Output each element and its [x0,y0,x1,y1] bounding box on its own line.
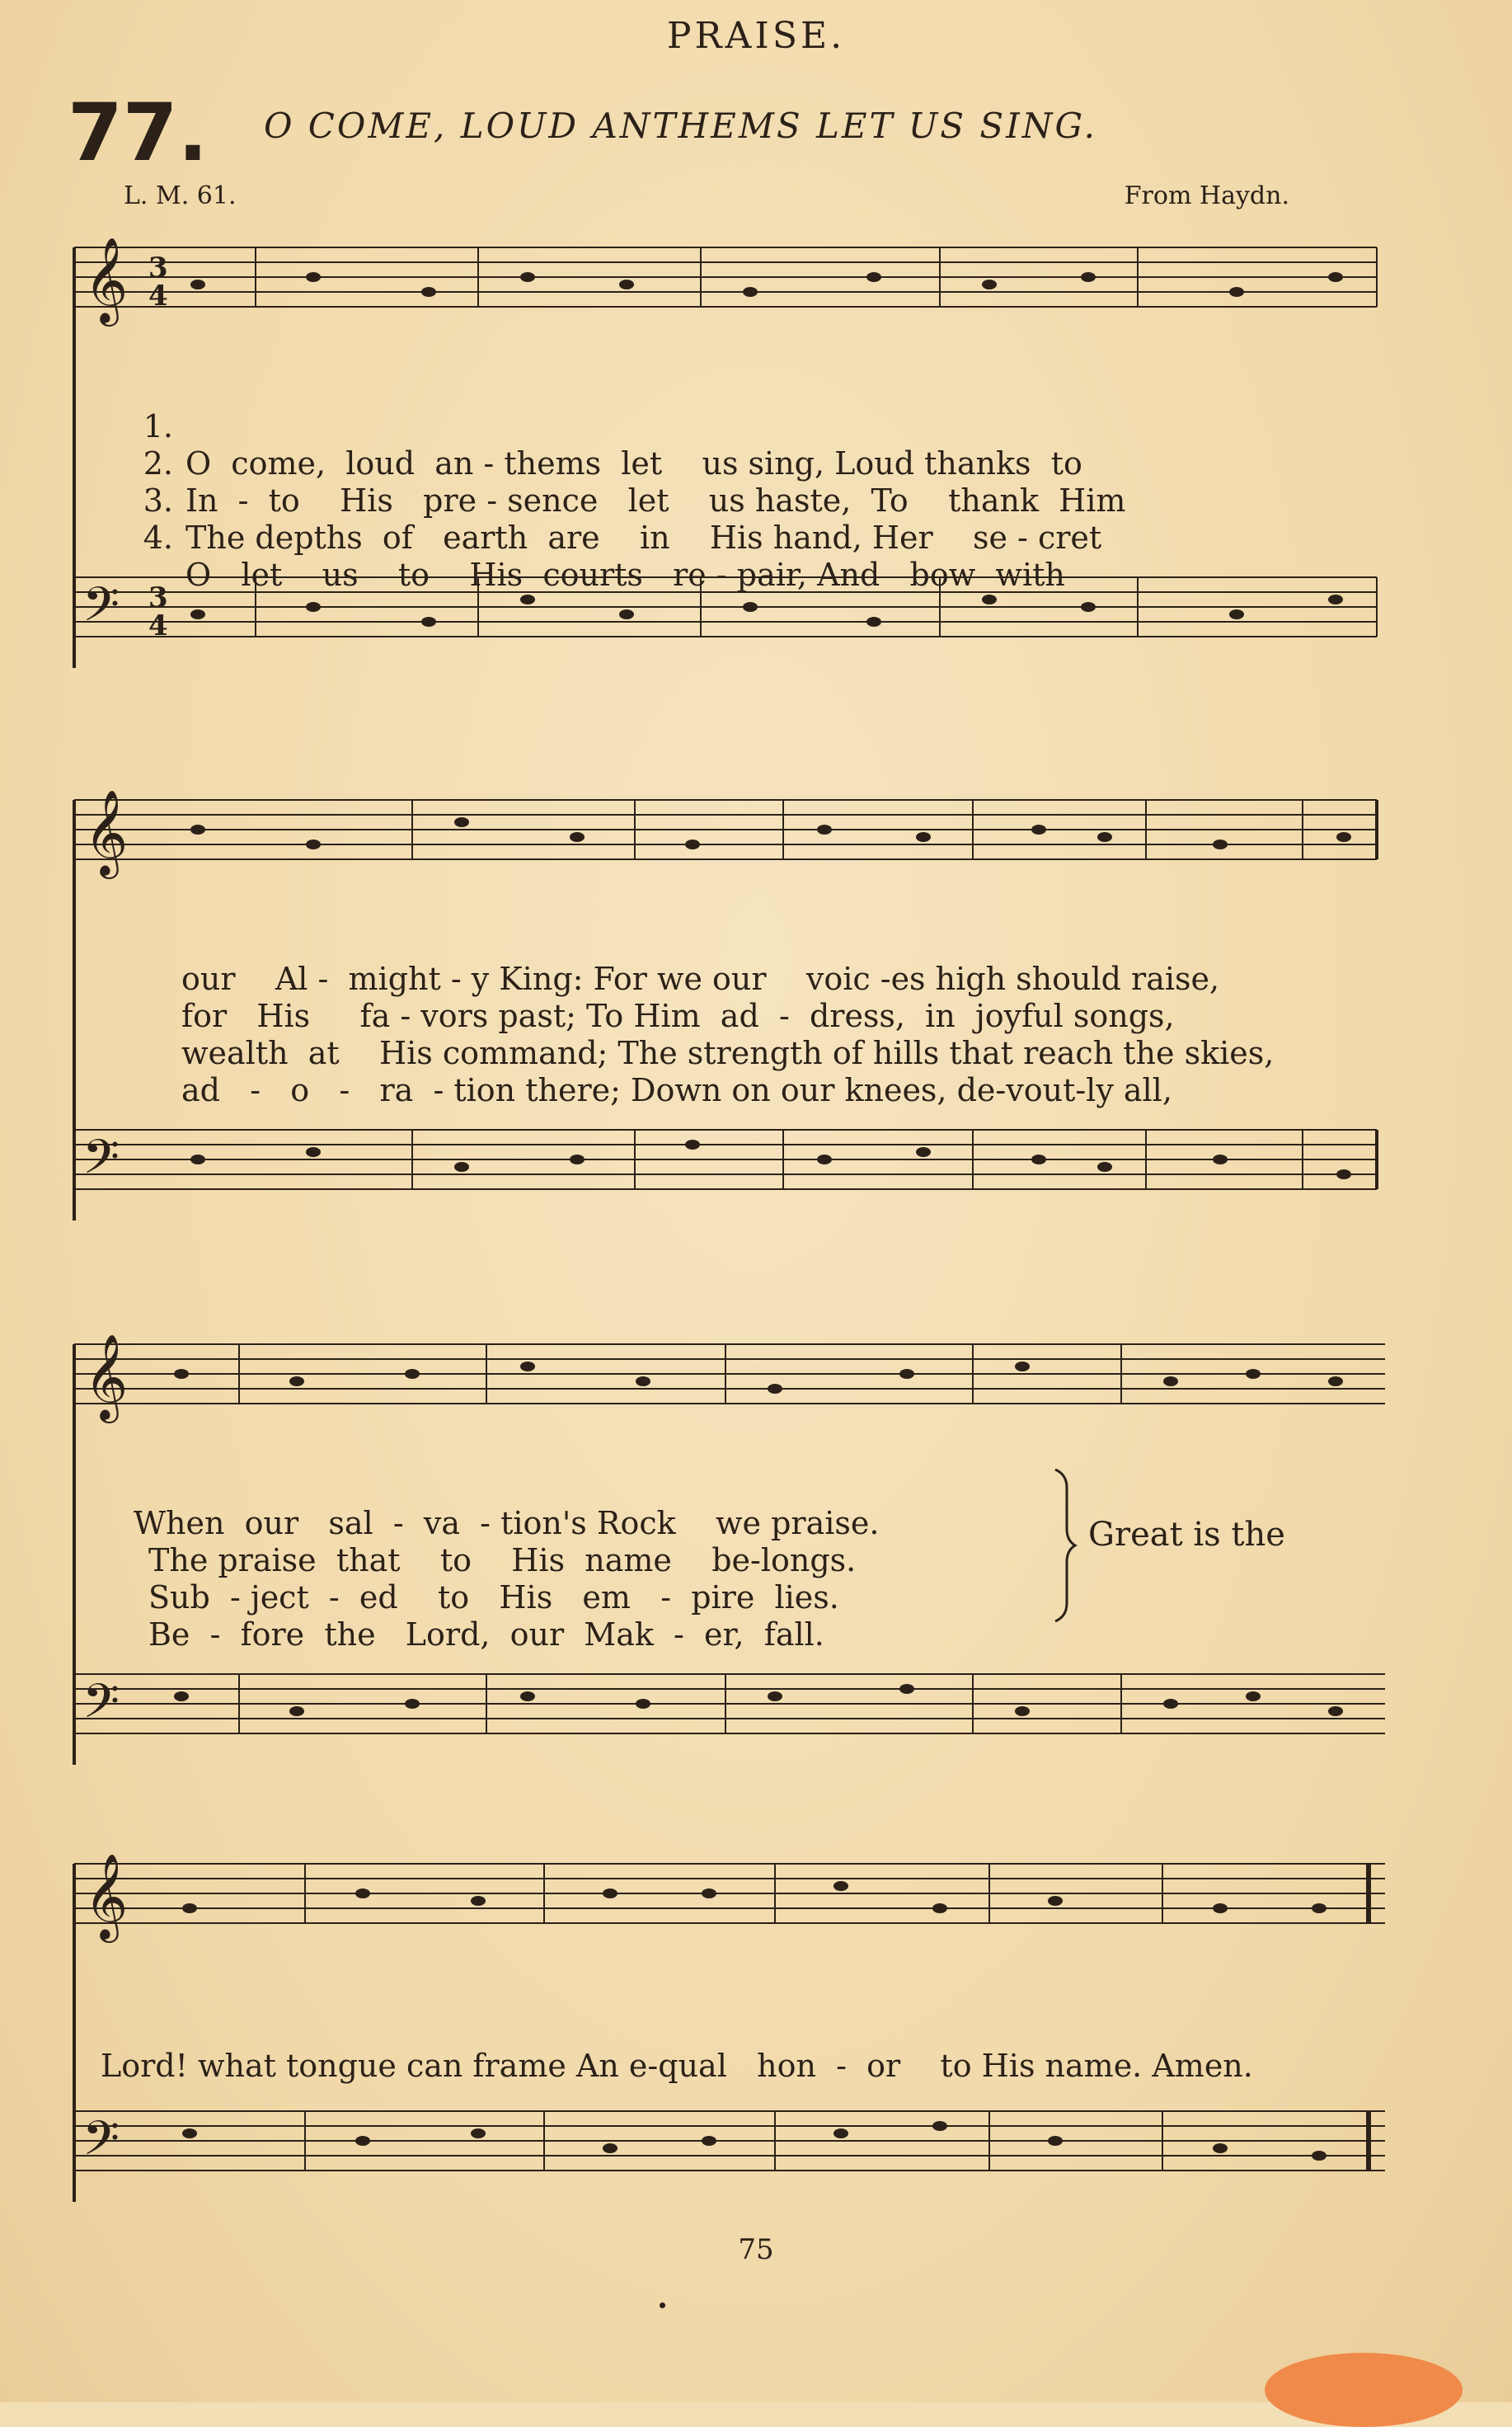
lyric-text: In - to His pre - sence let us haste, To thank Him [185,482,1126,519]
verse-line [66,1505,1039,1578]
lyric-text: O let us to His courts re - pair, And bow with [185,557,1065,593]
svg-text:4: 4 [148,609,168,642]
hymn-number: 77. [68,87,209,179]
verse-line [66,961,1385,1034]
music-system-3 [66,1319,1385,1781]
svg-text:3: 3 [148,252,168,285]
verse-line [66,1542,1039,1616]
verse-number: 3. [143,482,173,519]
music-system-2 [66,775,1385,1237]
svg-text:𝄢: 𝄢 [82,1673,120,1741]
lyric-text: Sub - ject - ed to His em - pire lies. [148,1579,839,1616]
svg-text:4: 4 [148,280,168,313]
svg-text:𝄞: 𝄞 [84,237,129,323]
page-number: 75 [738,2233,774,2266]
lyric-text: When our sal - va - tion's Rock we praise. [134,1505,880,1541]
meter-label: L. M. 61. [124,181,237,210]
verse-line [66,1468,1039,1541]
music-system-4 [66,1839,1385,2218]
verse-line [66,2011,1385,2084]
ink-speck [660,2302,665,2308]
lyric-text: ad - o - ra - tion there; Down on our knees, de-vout-ly all, [181,1072,1172,1108]
verse-line [66,924,1385,997]
verse-lyrics-3 [66,1468,1039,1653]
hymn-title: O COME, LOUD ANTHEMS LET US SING. [264,106,1097,146]
final-lyric-line [66,2011,1385,2084]
lyric-text: Lord! what tongue can frame An e-qual hon - or to His name. Amen. [101,2048,1253,2084]
lyric-text: our Al - might - y King: For we our voic -es high should raise, [181,961,1220,997]
section-title: PRAISE. [666,15,846,57]
lyric-text: O come, loud an - thems let us sing, Loud thanks to [185,445,1082,482]
lyric-text: The praise that to His name be-longs. [148,1542,857,1578]
verse-line [66,1579,1039,1653]
svg-text:𝄞: 𝄞 [84,1333,129,1420]
lyric-text: Be - fore the Lord, our Mak - er, fall. [148,1616,824,1653]
lyric-text: for His fa - vors past; To Him ad - dress, in joyful songs, [181,998,1175,1034]
composer-attribution: From Haydn. [1124,181,1289,210]
verse-number: 4. [143,520,173,556]
svg-text:𝄢: 𝄢 [82,576,120,644]
svg-text:𝄞: 𝄞 [84,1853,129,1940]
lyric-text: wealth at His command; The strength of hills that reach the skies, [181,1035,1275,1071]
verse-line [66,998,1385,1071]
verse-line [66,371,1385,482]
orange-stain [1265,2353,1463,2427]
svg-text:3: 3 [148,581,168,614]
verse-line [66,1035,1385,1108]
svg-text:𝄞: 𝄞 [84,789,129,876]
music-system-1 [66,223,1385,684]
svg-text:𝄢: 𝄢 [82,1129,120,1197]
lyric-text: The depths of earth are in His hand, Her se - cret [185,520,1102,556]
verse-number: 1. [143,408,173,444]
refrain-intro-text: Great is the [1088,1516,1285,1554]
verse-lyrics-2 [66,924,1385,1108]
verse-number: 2. [143,445,173,482]
svg-text:𝄢: 𝄢 [82,2110,120,2178]
verse-lyrics-1 [66,371,1385,593]
